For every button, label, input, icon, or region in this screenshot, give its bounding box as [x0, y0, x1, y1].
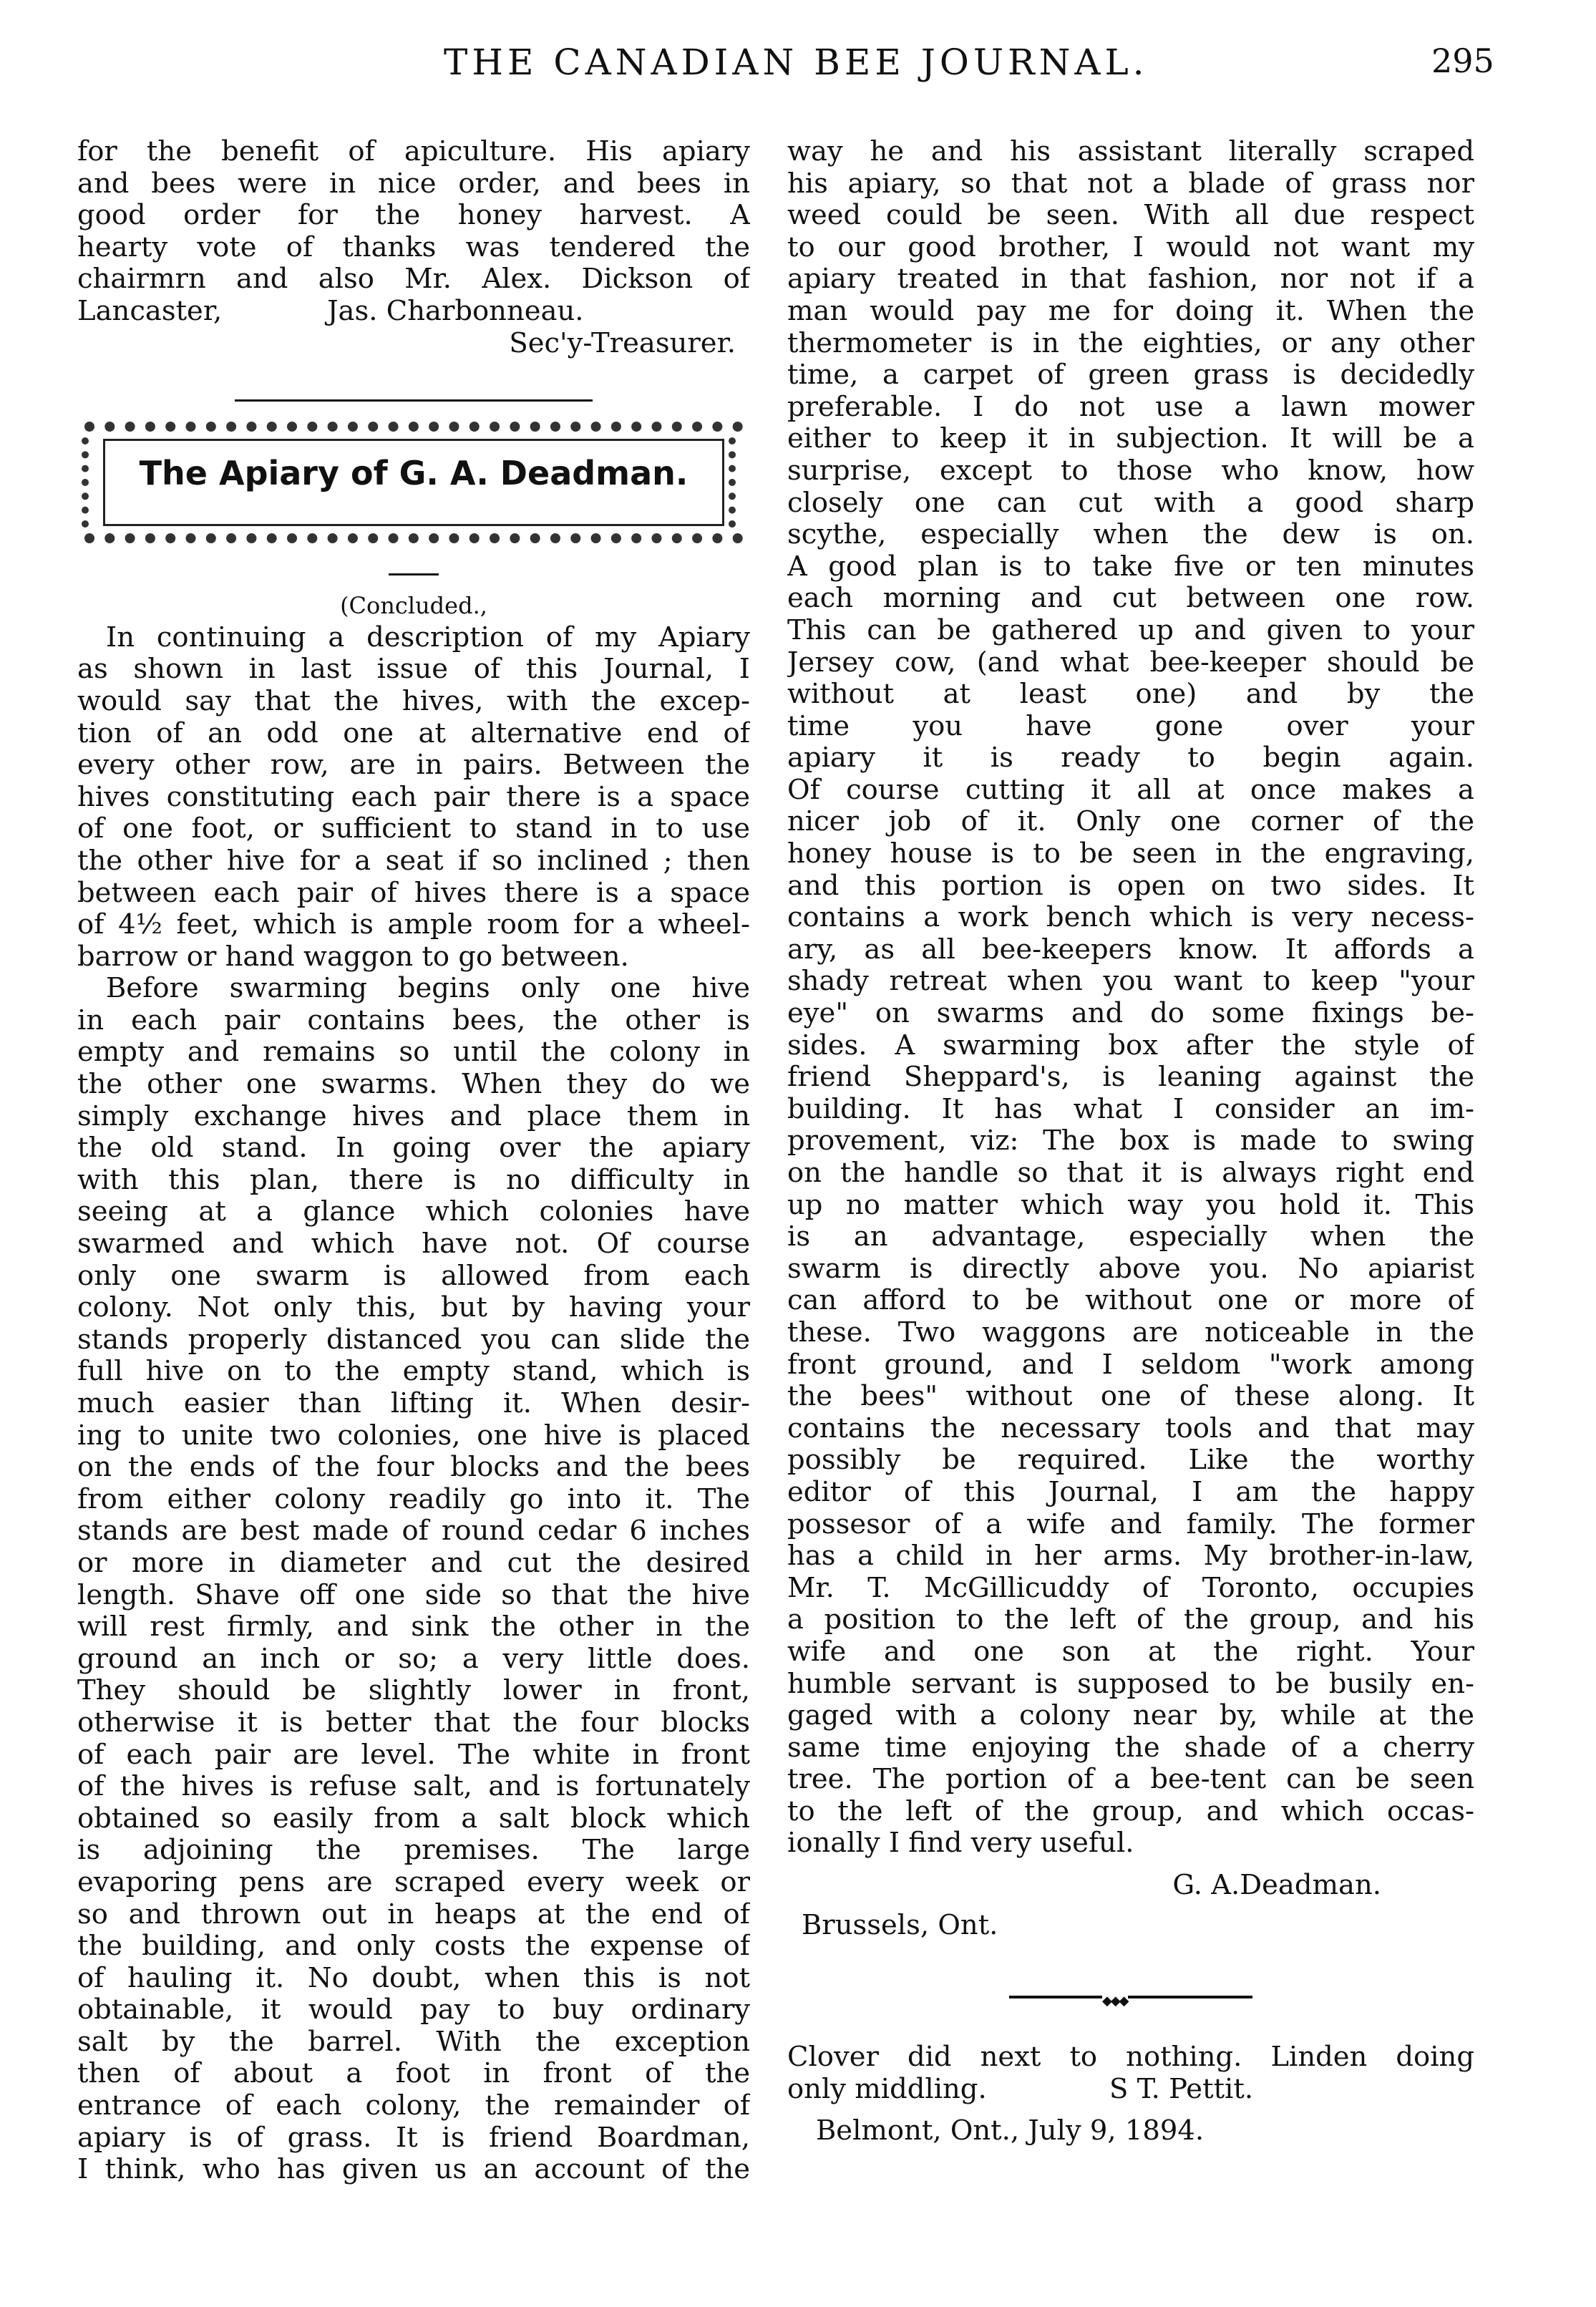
- text-line: is an advantage, especially when the: [787, 1221, 1474, 1253]
- text-line: barrow or hand waggon to go between.: [77, 941, 629, 973]
- text-line: This can be gathered up and given to your: [787, 614, 1474, 646]
- text-line: simply exchange hives and place them in: [77, 1100, 750, 1132]
- text-line: or more in diameter and cut the desired: [77, 1547, 750, 1579]
- text-line: his apiary, so that not a blade of grass nor: [787, 167, 1474, 200]
- intro-paragraph: [77, 136, 750, 359]
- text-line: the other hive for a seat if so inclined ; then: [77, 845, 750, 877]
- text-line: ground an inch or so; a very little does.: [77, 1643, 750, 1675]
- text-line: Clover did next to nothing. Linden doing: [787, 2041, 1474, 2074]
- text-line: gaged with a colony near by, while at the: [787, 1700, 1474, 1732]
- text-line: eye" on swarms and do some fixings be-: [787, 998, 1474, 1030]
- text-line: time you have gone over your: [787, 710, 1474, 742]
- text-line: In continuing a description of my Apiary: [106, 621, 750, 654]
- text-line: only middling. S T. Pettit.: [787, 2073, 1254, 2105]
- text-line: either to keep it in subjection. It will be a: [787, 423, 1474, 455]
- text-line: the building, and only costs the expense of: [77, 1930, 750, 1963]
- text-line: honey house is to be seen in the engraving,: [787, 838, 1474, 870]
- note-location-date: Belmont, Ont., July 9, 1894.: [816, 2115, 1205, 2147]
- text-line: Lancaster, Jas. Charbonneau.: [77, 295, 584, 327]
- text-line: way he and his assistant literally scraped: [787, 136, 1474, 167]
- ornament-divider: [1009, 1996, 1252, 1998]
- text-line: friend Sheppard's, is leaning against the: [787, 1062, 1474, 1094]
- text-line: editor of this Journal, I am the happy: [787, 1476, 1474, 1508]
- text-line: scythe, especially when the dew is on.: [787, 519, 1474, 551]
- text-line: seeing at a glance which colonies have: [77, 1196, 750, 1228]
- pettit-note: [787, 2041, 1474, 2147]
- text-line: from either colony readily go into it. The: [77, 1483, 750, 1515]
- text-line: shady retreat when you want to keep "your: [787, 966, 1474, 998]
- text-line: thermometer is in the eighties, or any other: [787, 327, 1474, 359]
- text-line: of the hives is refuse salt, and is fortunately: [77, 1771, 750, 1803]
- text-line: sides. A swarming box after the style of: [787, 1029, 1474, 1062]
- text-line: stands properly distanced you can slide the: [77, 1324, 750, 1356]
- text-line: and this portion is open on two sides. It: [787, 870, 1474, 902]
- article-signature: G. A.Deadman.: [1172, 1869, 1381, 1902]
- text-line: on the ends of the four blocks and the bees: [77, 1452, 750, 1484]
- text-line: in each pair contains bees, the other is: [77, 1004, 750, 1036]
- text-line: obtainable, it would pay to buy ordinary: [77, 1994, 750, 2026]
- text-line: swarmed and which have not. Of course: [77, 1228, 750, 1261]
- text-line: hives constituting each pair there is a space: [77, 781, 750, 813]
- text-line: ionally I find very useful.: [787, 1827, 1134, 1860]
- text-line: provement, viz: The box is made to swing: [787, 1125, 1474, 1157]
- text-line: apiary is of grass. It is friend Boardman,: [77, 2122, 750, 2154]
- text-line: for the benefit of apiculture. His apiary: [77, 136, 750, 167]
- text-line: to our good brother, I would not want my: [787, 231, 1474, 263]
- text-line: as shown in last issue of this Journal, I: [77, 654, 750, 686]
- text-line: with this plan, there is no difficulty in: [77, 1164, 750, 1196]
- text-line: otherwise it is better that the four blocks: [77, 1706, 750, 1739]
- text-line: the other one swarms. When they do we: [77, 1069, 750, 1101]
- text-line: these. Two waggons are noticeable in the: [787, 1316, 1474, 1349]
- text-line: much easier than lifting it. When desir-: [77, 1388, 750, 1419]
- text-line: between each pair of hives there is a space: [77, 877, 750, 909]
- text-line: contains the necessary tools and that may: [787, 1412, 1474, 1444]
- text-line: hearty vote of thanks was tendered the: [77, 231, 750, 263]
- text-line: humble servant is supposed to be busily en-: [787, 1668, 1474, 1700]
- text-line: apiary treated in that fashion, nor not if a: [787, 263, 1474, 296]
- text-line: They should be slightly lower in front,: [77, 1675, 750, 1707]
- text-line: the bees" without one of these along. It: [787, 1381, 1474, 1413]
- text-line: on the handle so that it is always right end: [787, 1157, 1474, 1189]
- text-line: each morning and cut between one row.: [787, 583, 1474, 615]
- text-line: wife and one son at the right. Your: [787, 1636, 1474, 1668]
- text-line: empty and remains so until the colony in: [77, 1036, 750, 1069]
- text-line: full hive on to the empty stand, which is: [77, 1356, 750, 1388]
- text-line: obtained so easily from a salt block which: [77, 1802, 750, 1835]
- text-line: ing to unite two colonies, one hive is placed: [77, 1419, 750, 1452]
- text-line: is adjoining the premises. The large: [77, 1835, 750, 1867]
- text-line: stands are best made of round cedar 6 inches: [77, 1515, 750, 1548]
- text-line: possesor of a wife and family. The former: [787, 1508, 1474, 1540]
- text-line: of hauling it. No doubt, when this is not: [77, 1962, 750, 1994]
- text-line: surprise, except to those who know, how: [787, 455, 1474, 487]
- text-line: apiary it is ready to begin again.: [787, 742, 1474, 774]
- text-line: building. It has what I consider an im-: [787, 1093, 1474, 1125]
- text-line: weed could be seen. With all due respect: [787, 200, 1474, 232]
- text-line: and bees were in nice order, and bees in: [77, 167, 750, 200]
- left-column: [77, 136, 750, 2186]
- running-title: THE CANADIAN BEE JOURNAL.: [444, 42, 1149, 83]
- text-line: of one foot, or sufficient to stand in to use: [77, 813, 750, 845]
- text-line: Mr. T. McGillicuddy of Toronto, occupies: [787, 1572, 1474, 1604]
- right-column: [787, 136, 1474, 2147]
- text-line: nicer job of it. Only one corner of the: [787, 806, 1474, 838]
- signature-title: Sec'y-Treasurer.: [509, 327, 736, 359]
- text-line: entrance of each colony, the remainder of: [77, 2090, 750, 2122]
- text-line: has a child in her arms. My brother-in-law,: [787, 1540, 1474, 1573]
- article-body-left: [77, 622, 750, 2186]
- text-line: Jersey cow, (and what bee-keeper should be: [787, 646, 1474, 679]
- text-line: preferable. I do not use a lawn mower: [787, 391, 1474, 423]
- text-line: evaporing pens are scraped every week or: [77, 1866, 750, 1898]
- text-line: front ground, and I seldom "work among: [787, 1349, 1474, 1381]
- text-line: of each pair are level. The white in front: [77, 1739, 750, 1771]
- text-line: ary, as all bee-keepers know. It affords a: [787, 933, 1474, 966]
- text-line: contains a work bench which is very necess-: [787, 902, 1474, 934]
- text-line: swarm is directly above you. No apiarist: [787, 1253, 1474, 1285]
- text-line: Before swarming begins only one hive: [106, 973, 750, 1005]
- article-location: Brussels, Ont.: [802, 1909, 998, 1942]
- text-line: same time enjoying the shade of a cherry: [787, 1732, 1474, 1764]
- text-line: so and thrown out in heaps at the end of: [77, 1898, 750, 1930]
- text-line: a position to the left of the group, and his: [787, 1604, 1474, 1636]
- page-number: 295: [1431, 42, 1494, 80]
- text-line: without at least one) and by the: [787, 679, 1474, 711]
- text-line: chairmrn and also Mr. Alex. Dickson of: [77, 263, 750, 296]
- article-body-right: [787, 136, 1474, 1860]
- text-line: will rest firmly, and sink the other in the: [77, 1611, 750, 1643]
- text-line: length. Shave off one side so that the hive: [77, 1579, 750, 1611]
- text-line: salt by the barrel. With the exception: [77, 2026, 750, 2058]
- text-line: then of about a foot in front of the: [77, 2058, 750, 2090]
- text-line: man would pay me for doing it. When the: [787, 295, 1474, 327]
- text-line: would say that the hives, with the excep-: [77, 685, 750, 717]
- text-line: only one swarm is allowed from each: [77, 1260, 750, 1292]
- text-line: of 4½ feet, which is ample room for a wheel-: [77, 909, 750, 941]
- text-line: can afford to be without one or more of: [787, 1285, 1474, 1317]
- text-line: tree. The portion of a bee-tent can be seen: [787, 1764, 1474, 1796]
- text-line: to the left of the group, and which occas-: [787, 1795, 1474, 1827]
- article-heading: The Apiary of G. A. Deadman.: [139, 454, 688, 493]
- text-line: colony. Not only this, but by having your: [77, 1292, 750, 1324]
- text-line: good order for the honey harvest. A: [77, 200, 750, 232]
- text-line: the old stand. In going over the apiary: [77, 1132, 750, 1165]
- concluded-label: (Concluded.,: [340, 592, 487, 620]
- text-line: closely one can cut with a good sharp: [787, 487, 1474, 519]
- page-header: [0, 42, 1596, 99]
- text-line: time, a carpet of green grass is decidedly: [787, 359, 1474, 392]
- section-divider: [235, 399, 593, 402]
- text-line: up no matter which way you hold it. This: [787, 1189, 1474, 1221]
- text-line: Of course cutting it all at once makes a: [787, 774, 1474, 806]
- text-line: every other row, are in pairs. Between the: [77, 749, 750, 782]
- article-heading-frame: [84, 422, 743, 543]
- heading-dash: [389, 573, 439, 575]
- text-line: tion of an odd one at alternative end of: [77, 717, 750, 749]
- text-line: I think, who has given us an account of the: [77, 2154, 750, 2186]
- text-line: possibly be required. Like the worthy: [787, 1444, 1474, 1477]
- text-line: A good plan is to take five or ten minutes: [787, 550, 1474, 583]
